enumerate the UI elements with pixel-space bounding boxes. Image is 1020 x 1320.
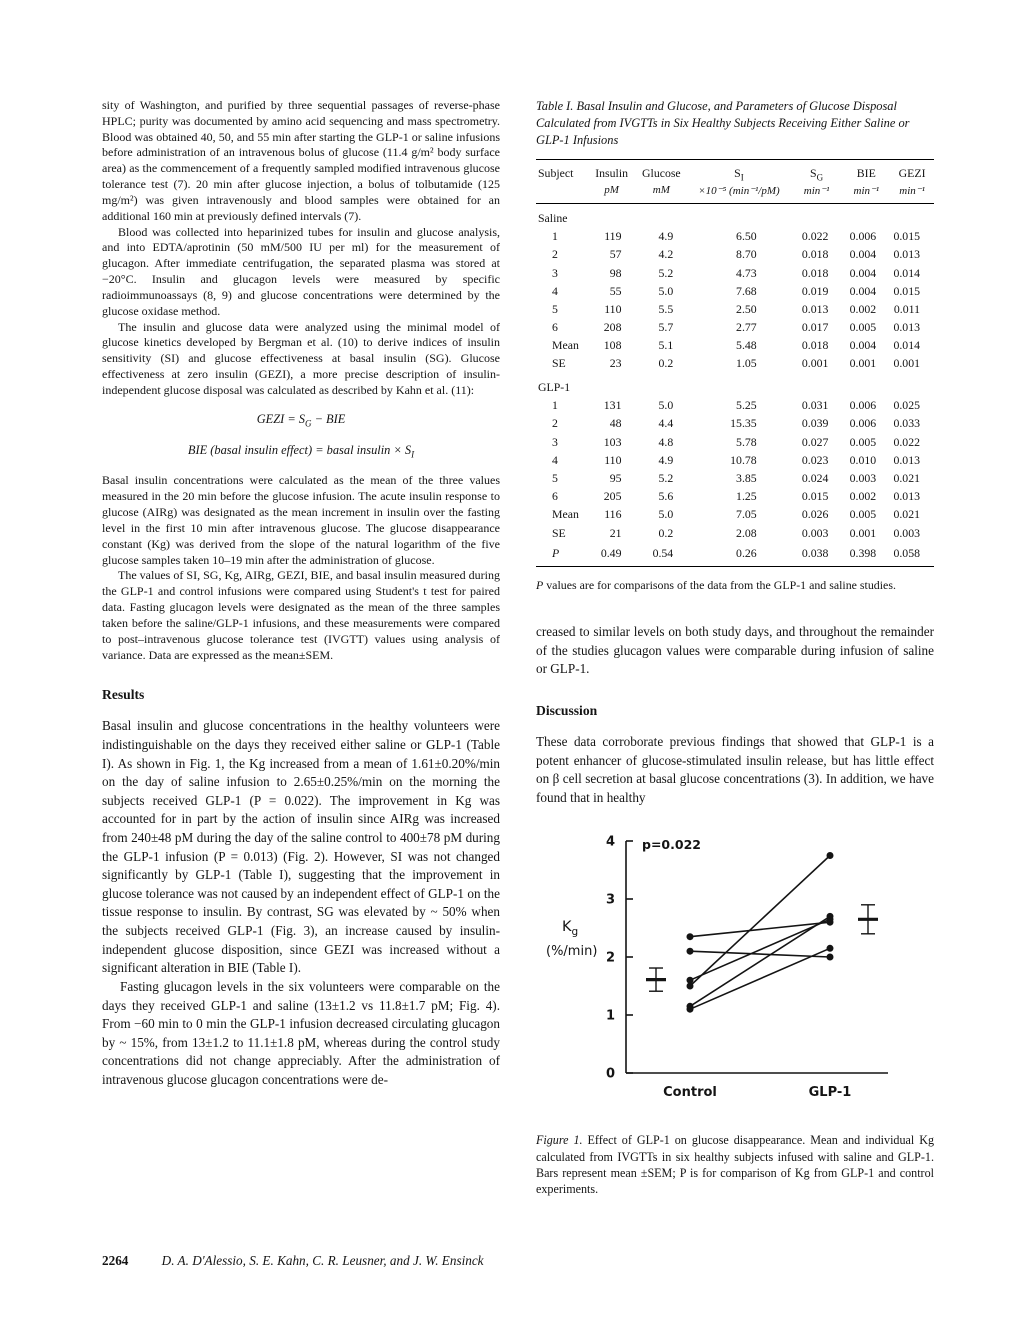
discussion-heading: Discussion xyxy=(536,703,598,719)
table-cell: 0.014 xyxy=(893,338,920,353)
table-cell: 0.006 xyxy=(849,416,877,431)
table1-title: Table I. Basal Insulin and Glucose, and Parameters of Glucose Disposal Calculated from IVGTTs in Six Healthy Subjects Receiving Either Saline or GLP-1 Infusions xyxy=(536,99,910,147)
table-cell: 2.50 xyxy=(736,301,757,316)
table-cell: 0.018 xyxy=(801,338,829,353)
table-cell: 0.018 xyxy=(801,265,829,280)
svg-text:Control: Control xyxy=(663,1085,717,1101)
table-cell: 0.54 xyxy=(652,546,674,561)
table-cell: 0.002 xyxy=(849,301,877,316)
table-col-header: $S_G$ xyxy=(810,165,824,182)
table-cell: 0.025 xyxy=(893,398,920,413)
table-row xyxy=(536,397,934,415)
table-cell: 131 xyxy=(603,398,622,413)
svg-text:0: 0 xyxy=(605,1066,615,1082)
table-row xyxy=(536,415,934,433)
table-cell: 23 xyxy=(609,356,622,371)
table-row xyxy=(536,337,934,355)
table-cell: 1.25 xyxy=(736,489,757,504)
table-cell: 0.006 xyxy=(849,398,877,413)
table-cell: 4.2 xyxy=(658,247,674,262)
table-cell: 0.033 xyxy=(893,416,920,431)
table-row xyxy=(536,355,934,373)
table-cell: 0.013 xyxy=(801,301,829,316)
table-cell: 5.78 xyxy=(736,434,757,449)
table-cell: 0.013 xyxy=(893,452,920,467)
table-cell: 0.26 xyxy=(736,546,757,561)
table-cell: 0.015 xyxy=(893,283,920,298)
table-cell: 0.013 xyxy=(893,489,920,504)
equation-bie: BIE (basal insulin effect) = basal insulin × $S_I$ xyxy=(187,443,415,460)
continuation-block xyxy=(536,623,934,679)
table-cell: 0.398 xyxy=(849,546,877,561)
table-section-label: Saline xyxy=(538,210,568,225)
svg-text:GLP-1: GLP-1 xyxy=(808,1085,852,1101)
table-cell: 3.85 xyxy=(736,470,757,485)
table-cell: 4.9 xyxy=(658,229,674,244)
table-cell: 0.004 xyxy=(849,265,877,280)
table-cell: 0.005 xyxy=(849,434,877,449)
table-cell: 0.015 xyxy=(893,229,920,244)
table-cell: 0.038 xyxy=(801,546,829,561)
page-number: 2264 xyxy=(102,1253,129,1268)
table-section-label: GLP-1 xyxy=(538,380,571,395)
table-cell: 110 xyxy=(604,452,622,467)
methods-paragraph-3: The insulin and glucose data were analyzed using the minimal model of glucose kinetics developed by Bergman et al. (10) to derive indices of insulin sensitivity (SI) and glucose effectiveness at basal insulin (SG). Glucose effectiveness at zero insulin (GEZI), a more precise description of insulin-independent glucose disposal was calculated as described by Kahn et al. (11): xyxy=(102,319,500,397)
table-cell: 2.77 xyxy=(736,320,757,335)
svg-text:1: 1 xyxy=(605,1008,615,1024)
table-unit-cell: ×10⁻⁵ (min⁻¹/pM) xyxy=(698,184,780,197)
figure1-caption xyxy=(536,1132,934,1197)
table-cell: 0.49 xyxy=(600,546,622,561)
table-cell: 15.35 xyxy=(730,416,757,431)
results-paragraph-2: Fasting glucagon levels in the six volunteers were comparable on the days they received GLP-1 and saline (13±1.2 vs 11.8±1.7 pM; Fig. 4). From −60 min to 0 min the GLP-1 infusion decreased circulating glucagon by ~ 15%, from 13±1.2 to 11.1±1.8 pM, whereas during the control study concentrations did not change appreciably. After the administration of intravenous glucose glucagon concentrations were de- xyxy=(102,978,500,1087)
table-unit-cell: pM xyxy=(604,184,619,197)
results-heading: Results xyxy=(102,687,145,703)
table-row-label: Mean xyxy=(552,338,579,353)
table-row-label: 5 xyxy=(552,301,558,316)
table-cell: 7.68 xyxy=(736,283,757,298)
table-row xyxy=(536,433,934,451)
methods-paragraph-2: Blood was collected into heparinized tubes for insulin and glucose analysis, and into EDTA/aprotinin (50 mM/500 IU per ml) for the measurement of glucagon. After immediate centrifugation, the separated plasma was stored at −20°C. Insulin and glucagon levels were measured by specific radioimmunoassays (8, 9) and glucose concentrations were determined by the glucose oxidase method. xyxy=(102,224,500,318)
table-cell: 2.08 xyxy=(736,525,757,540)
table-cell: 0.001 xyxy=(893,356,920,371)
table-row-label: 6 xyxy=(552,320,558,335)
table-row-label: SE xyxy=(552,356,566,371)
table-cell: 0.001 xyxy=(849,356,877,371)
table-row xyxy=(536,488,934,506)
table-row-label: P xyxy=(552,546,560,561)
table-cell: 0.022 xyxy=(893,434,920,449)
table-cell: 205 xyxy=(603,489,622,504)
table-cell: 0.026 xyxy=(801,507,829,522)
svg-text:3: 3 xyxy=(605,892,615,908)
table-cell: 0.001 xyxy=(849,525,877,540)
table-col-header: Subject xyxy=(538,166,574,181)
table-col-header: BIE xyxy=(856,166,876,181)
table-row xyxy=(536,524,934,542)
table-cell: 0.058 xyxy=(893,546,920,561)
table-cell: 8.70 xyxy=(736,247,757,262)
table1 xyxy=(536,159,934,568)
table-cell: 208 xyxy=(603,320,622,335)
table-cell: 0.005 xyxy=(849,507,877,522)
table1-footnote xyxy=(536,577,934,593)
table-cell: 0.011 xyxy=(893,301,920,316)
results-section xyxy=(102,717,500,1089)
table-row xyxy=(536,300,934,318)
table-col-header: GEZI xyxy=(898,166,926,181)
page-footer xyxy=(102,1253,934,1269)
table-cell: 5.7 xyxy=(658,320,674,335)
table-row-label: 1 xyxy=(552,398,558,413)
table-cell: 0.024 xyxy=(801,470,829,485)
table-cell: 0.031 xyxy=(801,398,829,413)
table-cell: 0.005 xyxy=(849,320,877,335)
figure1-caption-label: Figure 1. xyxy=(536,1133,583,1148)
table-cell: 5.0 xyxy=(658,283,674,298)
table-row-label: SE xyxy=(552,525,566,540)
table1-footnote-p: P xyxy=(536,578,544,593)
table-row-label: 2 xyxy=(552,416,558,431)
table-cell: 0.018 xyxy=(801,247,829,262)
table-row-label: 5 xyxy=(552,470,558,485)
figure1-plot xyxy=(538,823,910,1123)
table-cell: 0.022 xyxy=(801,229,829,244)
svg-text:Kg: $K_g$ xyxy=(562,919,579,939)
table-cell: 1.05 xyxy=(736,356,757,371)
table-row-label: 4 xyxy=(552,452,558,467)
table-cell: 5.6 xyxy=(658,489,674,504)
table-cell: 5.2 xyxy=(658,265,674,280)
table-cell: 110 xyxy=(604,301,622,316)
table-cell: 0.006 xyxy=(849,229,877,244)
table-row xyxy=(536,506,934,524)
table-unit-cell xyxy=(536,184,588,204)
table-cell: 0.003 xyxy=(801,525,829,540)
table-col-header: Insulin xyxy=(595,166,628,181)
table-cell: 0.004 xyxy=(849,247,877,262)
table-cell: 6.50 xyxy=(736,229,757,244)
table-cell: 57 xyxy=(609,247,622,262)
table-cell: 5.0 xyxy=(658,398,674,413)
table-cell: 4.8 xyxy=(658,434,674,449)
figure1 xyxy=(536,823,934,1197)
table-unit-cell: min⁻¹ xyxy=(853,184,880,197)
right-column xyxy=(536,98,934,1197)
table-cell: 10.78 xyxy=(730,452,757,467)
table-cell: 0.027 xyxy=(801,434,829,449)
table-cell: 0.023 xyxy=(801,452,829,467)
table-cell: 95 xyxy=(609,470,622,485)
table-col-header: Glucose xyxy=(642,166,681,181)
figure1-caption-text: Effect of GLP-1 on glucose disappearance. Mean and individual Kg calculated from IVGTTs in six healthy subjects infused with saline and GLP-1. Bars represent mean ±SEM; P is for comparison of Kg from GLP-1 and control experiments. xyxy=(536,1133,935,1197)
table-cell: 5.48 xyxy=(736,338,757,353)
table-row xyxy=(536,246,934,264)
table-col-header: $S_I$ xyxy=(734,165,744,182)
left-column xyxy=(102,98,500,1197)
table-cell: 0.039 xyxy=(801,416,829,431)
table1-footnote-text: values are for comparisons of the data from the GLP-1 and saline studies. xyxy=(543,578,896,593)
table-cell: 4.4 xyxy=(658,416,674,431)
table-cell: 0.021 xyxy=(893,507,920,522)
table-cell: 103 xyxy=(603,434,622,449)
table-row xyxy=(536,318,934,336)
table-cell: 5.1 xyxy=(658,338,674,353)
table-cell: 0.014 xyxy=(893,265,920,280)
table-cell: 0.001 xyxy=(801,356,829,371)
table-row xyxy=(536,451,934,469)
table-row-label: Mean xyxy=(552,507,579,522)
table-cell: 108 xyxy=(603,338,622,353)
methods-paragraph-4: Basal insulin concentrations were calculated as the mean of the three values measured in the 20 min before the glucose infusion. The acute insulin response to glucose (AIRg) was designated as the mean increment in insulin over the fasting level in the first 10 min after intravenous glucose. The glucose disappearance constant (Kg) was derived from the slope of the natural logarithm of the five glucose samples taken 10–19 min after the administration of glucose. xyxy=(102,473,500,567)
table-row-label: 3 xyxy=(552,265,558,280)
table-cell: 5.0 xyxy=(658,507,674,522)
table-cell: 0.013 xyxy=(893,320,920,335)
table-row-label: 2 xyxy=(552,247,558,262)
table-cell: 21 xyxy=(609,525,622,540)
footer-authors: D. A. D'Alessio, S. E. Kahn, C. R. Leusner, and J. W. Ensinck xyxy=(161,1253,484,1268)
table-cell: 0.015 xyxy=(801,489,829,504)
table-cell: 0.003 xyxy=(849,470,877,485)
svg-text:2: 2 xyxy=(605,950,615,966)
methods-paragraph-5: The values of SI, SG, Kg, AIRg, GEZI, BIE, and basal insulin measured during the GLP-1 and control infusions were compared using Student's t test for paired data. Fasting glucagon levels were designated as the mean of the three samples taken before the saline/GLP-1 infusions, and these measurements were compared to post–intravenous glucose tolerance test (IVGTT) values using analysis of variance. Data are expressed as the mean±SEM. xyxy=(102,568,500,662)
table-unit-cell: min⁻¹ xyxy=(899,184,925,197)
table-cell: 0.004 xyxy=(849,283,877,298)
table-cell: 98 xyxy=(609,265,622,280)
table-cell: 119 xyxy=(604,229,622,244)
table-row xyxy=(536,228,934,246)
table-unit-cell: min⁻¹ xyxy=(803,184,830,197)
svg-text:(%/min): (%/min) xyxy=(546,944,598,960)
table-cell: 5.5 xyxy=(658,301,674,316)
equation-gezi: GEZI = $S_G$ − BIE xyxy=(256,411,346,429)
table-cell: 7.05 xyxy=(736,507,757,522)
table-unit-cell: mM xyxy=(652,184,670,197)
table-cell: 0.017 xyxy=(801,320,829,335)
discussion-paragraph-1: These data corroborate previous findings that showed that GLP-1 is a potent enhancer of glucose-stimulated insulin release, but has little effect on β cell secretion at basal glucose concentrations (3). In addition, we have found that in healthy xyxy=(536,734,934,805)
continuation-paragraph: creased to similar levels on both study days, and throughout the remainder of the studies glucagon values were comparable during infusion of saline or GLP-1. xyxy=(536,624,934,677)
figure1-chart xyxy=(538,823,934,1128)
table-cell: 55 xyxy=(609,283,622,298)
table-cell: 0.002 xyxy=(849,489,877,504)
table-row-label: 3 xyxy=(552,434,558,449)
table-row xyxy=(536,469,934,487)
methods-section xyxy=(102,98,500,663)
table-cell: 5.25 xyxy=(736,398,757,413)
svg-text:p=0.022: p=0.022 xyxy=(642,837,701,853)
table-cell: 4.9 xyxy=(658,452,674,467)
table-cell: 4.73 xyxy=(736,265,757,280)
methods-paragraph-1: sity of Washington, and purified by three sequential passages of reverse-phase HPLC; purity was documented by amino acid sequencing and mass spectrometry. Blood was obtained 40, 50, and 55 min after starting the GLP-1 or saline infusions before administration of an intravenous bolus of glucose (11.4 g/m² body surface area) as the commencement of a frequently sampled modified intravenous glucose tolerance test (7). 20 min after glucose injection, a bolus of tolbutamide (125 mg/m²) was given intravenously and blood samples were obtained for an additional 160 min at previously defined intervals (7). xyxy=(102,98,500,223)
table-cell: 0.2 xyxy=(658,356,674,371)
table-row xyxy=(536,282,934,300)
table-cell: 116 xyxy=(604,507,622,522)
results-paragraph-1: Basal insulin and glucose concentrations in the healthy volunteers were indistinguishable on the days they received either saline or GLP-1 (Table I). As shown in Fig. 1, the Kg increased from a mean of 1.61±0.20%/min on the day of saline infusion to 2.65±0.25%/min on the morning the subjects received GLP-1 (P = 0.022). The improvement in Kg was accounted for in part by the action of insulin since AIRg was increased from 240±48 pM during the day of the saline control to 400±78 pM during the GLP-1 infusion (P = 0.013) (Fig. 2). However, SI was not changed significantly by GLP-1 (Table I), suggesting that the improvement in glucose tolerance was not caused by an independent effect of GLP-1 on the tissue response to insulin. By contrast, SG was elevated by ~ 50% when the subjects received GLP-1 (Fig. 3), an increase caused by insulin-independent glucose disposition, since GEZI was increased without a significant alteration in BIE (Table I). xyxy=(102,718,500,976)
table-cell: 0.003 xyxy=(893,525,920,540)
table-cell: 0.004 xyxy=(849,338,877,353)
table-row-label: 1 xyxy=(552,229,558,244)
table-cell: 0.019 xyxy=(801,283,829,298)
table-cell: 0.013 xyxy=(893,247,920,262)
svg-text:4: 4 xyxy=(605,834,615,850)
discussion-section xyxy=(536,733,934,807)
table-row-label: 6 xyxy=(552,489,558,504)
table-cell: 0.010 xyxy=(849,452,877,467)
table-row-label: 4 xyxy=(552,283,558,298)
table-cell: 5.2 xyxy=(658,470,674,485)
page-content xyxy=(102,98,934,1197)
table-row xyxy=(536,264,934,282)
table-cell: 48 xyxy=(609,416,622,431)
table-p-row xyxy=(536,542,934,567)
table-cell: 0.2 xyxy=(658,525,674,540)
table-cell: 0.021 xyxy=(893,470,920,485)
